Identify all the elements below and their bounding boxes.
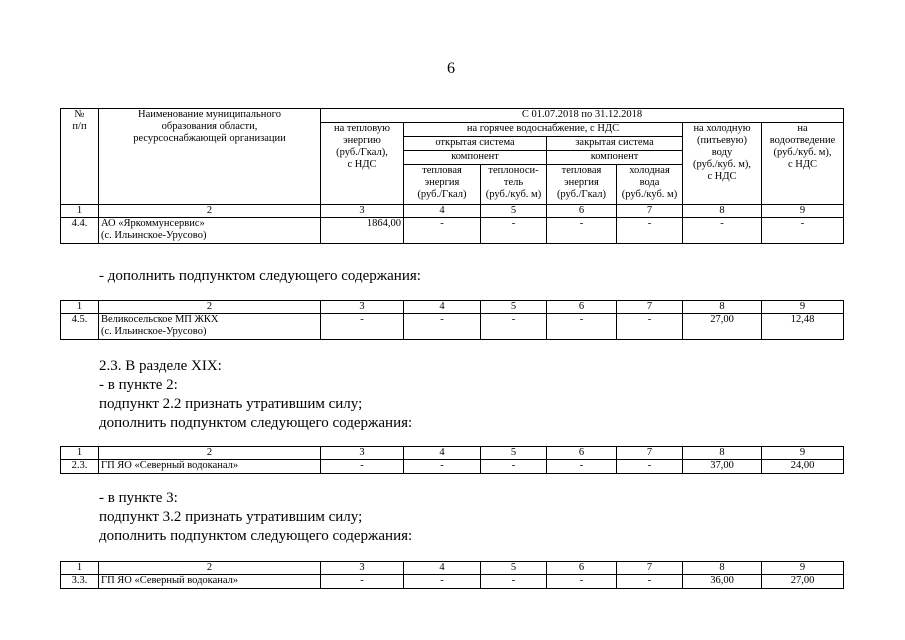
clause-text: дополнить подпунктом следующего содержания: <box>99 528 413 544</box>
clause-text: - в пункте 2: <box>99 377 178 393</box>
clause-text: - в пункте 3: <box>99 490 178 506</box>
tariff-table-addition-1 <box>60 300 844 340</box>
header-cold-water-component: холодная вода (руб./куб. м) <box>617 165 683 205</box>
table-row: 4.4. АО «Яркоммунсервис» (с. Ильинское-Урусово) 1864,00 - - - - - - <box>61 218 844 244</box>
header-component-closed: компонент <box>547 151 683 165</box>
section-heading: 2.3. В разделе XIX: <box>99 358 222 374</box>
header-num: № п/п <box>61 109 99 205</box>
header-heat: на тепловую энергию (руб./Гкал), с НДС <box>321 123 404 205</box>
column-number-row: 1 2 3 4 5 6 7 8 9 <box>61 447 844 460</box>
header-cold-water: на холодную (питьевую) воду (руб./куб. м), с НДС <box>683 123 762 205</box>
header-name: Наименование муниципального образования области, ресурсоснабжающей организации <box>99 109 321 205</box>
header-hot-water: на горячее водоснабжение, с НДС <box>404 123 683 137</box>
header-component-open: компонент <box>404 151 547 165</box>
amendment-text: - дополнить подпунктом следующего содержания: <box>99 268 421 284</box>
header-open-system: открытая система <box>404 137 547 151</box>
header-closed-system: закрытая система <box>547 137 683 151</box>
table-row: 2.3. ГП ЯО «Северный водоканал» - - - - - 37,00 24,00 <box>61 460 844 474</box>
tariff-table-addition-2 <box>60 446 844 474</box>
tariff-table-addition-3 <box>60 561 844 589</box>
header-period: С 01.07.2018 по 31.12.2018 <box>321 109 844 123</box>
page-number: 6 <box>447 60 455 77</box>
table-row: 4.5. Великосельское МП ЖКХ (с. Ильинское-Урусово) - - - - - 27,00 12,48 <box>61 314 844 340</box>
column-number-row: 1 2 3 4 5 6 7 8 9 <box>61 205 844 218</box>
clause-text: дополнить подпунктом следующего содержания: <box>99 415 413 431</box>
header-thermal-energy-closed: тепловая энергия (руб./Гкал) <box>547 165 617 205</box>
header-thermal-energy-open: тепловая энергия (руб./Гкал) <box>404 165 481 205</box>
header-coolant: теплоноси- тель (руб./куб. м) <box>481 165 547 205</box>
column-number-row: 1 2 3 4 5 6 7 8 9 <box>61 562 844 575</box>
clause-text: подпункт 3.2 признать утратившим силу; <box>99 509 363 525</box>
header-sewerage: на водоотведение (руб./куб. м), с НДС <box>762 123 844 205</box>
tariff-table-main <box>60 108 844 244</box>
table-row: 3.3. ГП ЯО «Северный водоканал» - - - - - 36,00 27,00 <box>61 575 844 589</box>
clause-text: подпункт 2.2 признать утратившим силу; <box>99 396 363 412</box>
column-number-row: 1 2 3 4 5 6 7 8 9 <box>61 301 844 314</box>
